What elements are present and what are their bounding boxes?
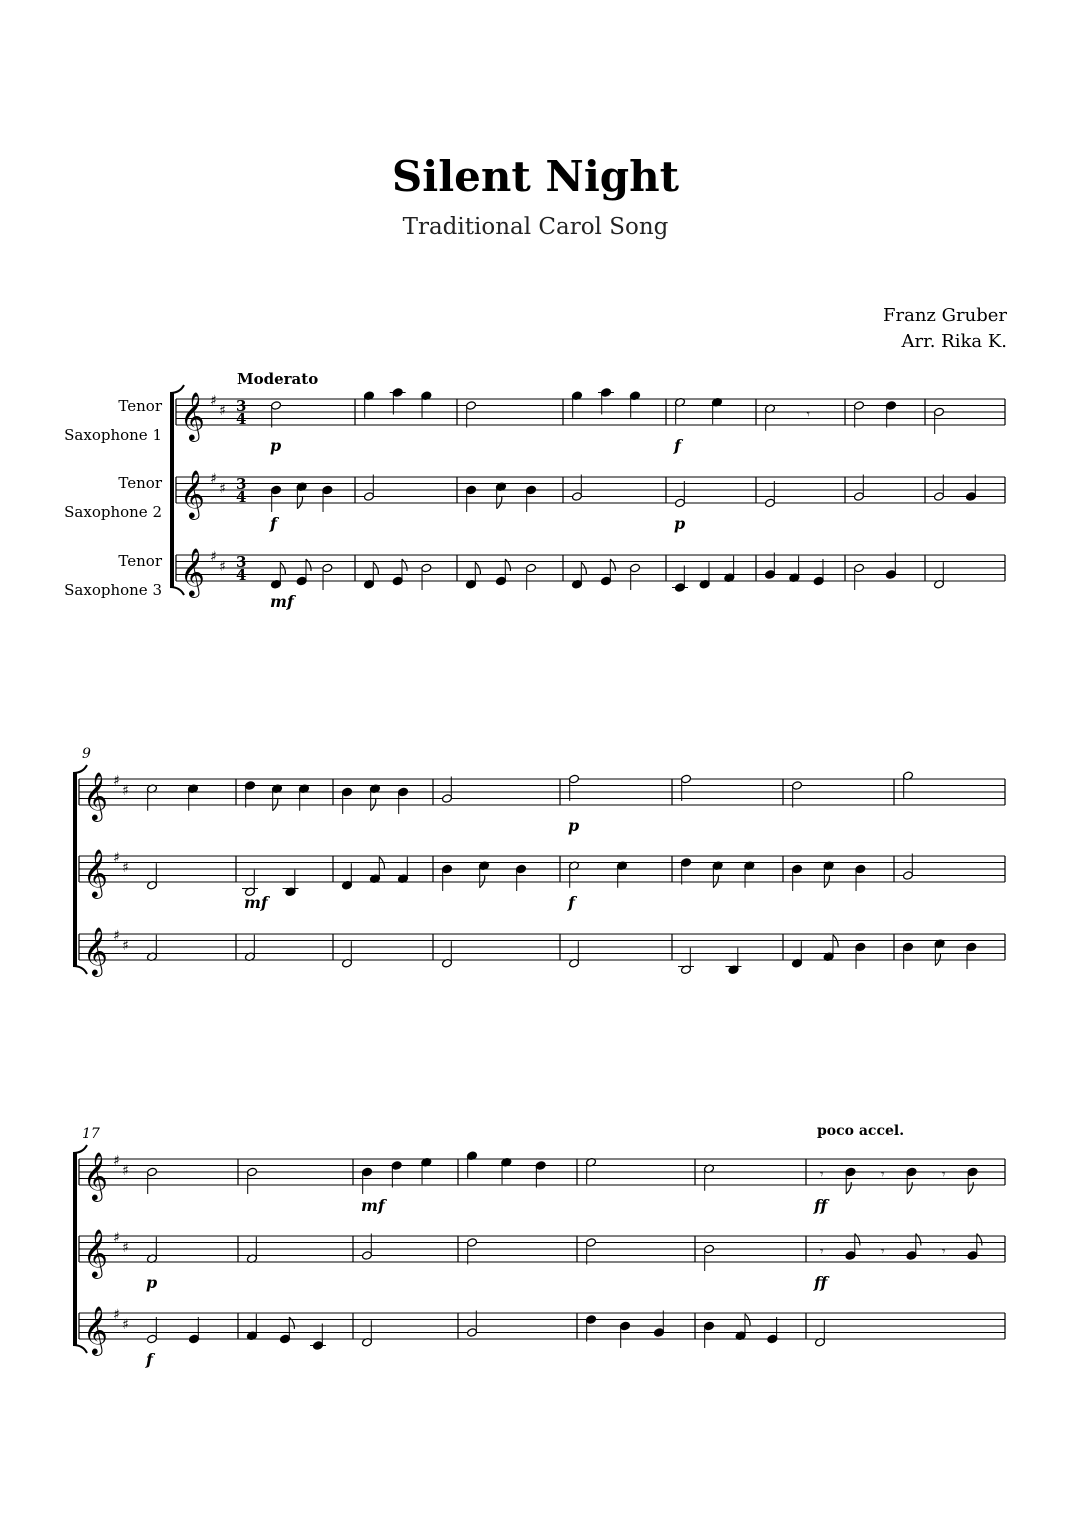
note-flag — [907, 1182, 912, 1194]
dynamic-marking: f — [270, 514, 277, 533]
sharp-icon: ♯ — [122, 1317, 129, 1333]
sharp-icon: ♯ — [219, 403, 226, 419]
instrument-label-sax-2: Tenor Saxophone 2 — [64, 474, 162, 521]
sharp-icon: ♯ — [210, 549, 217, 565]
staff-1 — [176, 388, 1005, 442]
measure-number-9: 9 — [82, 746, 91, 762]
treble-clef-icon: 𝄞 — [83, 1151, 108, 1200]
rest-icon: 𝄾 — [881, 1167, 885, 1183]
treble-clef-icon: 𝄞 — [83, 926, 108, 975]
sharp-icon: ♯ — [122, 1240, 129, 1256]
staff-2 — [79, 848, 1005, 899]
time-signature-top: 3 — [236, 397, 247, 415]
note-flag — [610, 559, 615, 571]
dynamic-marking: f — [674, 436, 681, 455]
dynamic-marking: mf — [244, 893, 268, 912]
note-flag — [846, 1182, 851, 1194]
time-signature-bottom: 4 — [236, 410, 247, 428]
note-flag — [505, 559, 510, 571]
tempo-marking: Moderato — [237, 370, 319, 388]
rest-icon: 𝄾 — [820, 1167, 824, 1183]
treble-clef-icon: 𝄞 — [180, 469, 205, 518]
sharp-icon: ♯ — [113, 1153, 120, 1169]
staff-3 — [79, 926, 1005, 977]
score-title: Silent Night — [391, 152, 680, 201]
system-3 — [73, 1145, 1005, 1369]
treble-clef-icon: 𝄞 — [180, 391, 205, 440]
treble-clef-icon: 𝄞 — [83, 1228, 108, 1277]
sharp-icon: ♯ — [122, 783, 129, 799]
dynamic-marking: ff — [814, 1273, 828, 1292]
dynamic-marking: ff — [814, 1196, 828, 1215]
dynamic-marking: mf — [361, 1196, 385, 1215]
system-1 — [170, 385, 1005, 611]
score-subtitle: Traditional Carol Song — [402, 214, 669, 240]
time-signature-top: 3 — [236, 553, 247, 571]
system-2 — [73, 765, 1005, 977]
dynamic-marking: mf — [270, 592, 294, 611]
rest-icon: 𝄾 — [942, 1167, 946, 1183]
staff-2 — [176, 469, 1005, 520]
dynamic-marking: f — [146, 1350, 153, 1369]
note-flag — [855, 1234, 860, 1246]
arranger-name: Arr. Rika K. — [901, 331, 1007, 352]
instrument-label-sax-3: Tenor Saxophone 3 — [64, 552, 162, 599]
sharp-icon: ♯ — [122, 860, 129, 876]
staff-1 — [79, 1151, 1005, 1202]
sharp-icon: ♯ — [113, 850, 120, 866]
note-flag — [968, 1182, 973, 1194]
treble-clef-icon: 𝄞 — [83, 848, 108, 897]
dynamic-marking: f — [568, 893, 575, 912]
composer-name: Franz Gruber — [883, 305, 1007, 326]
dynamic-marking: p — [270, 436, 282, 455]
time-signature-bottom: 4 — [236, 566, 247, 584]
note-flag — [916, 1234, 921, 1246]
sharp-icon: ♯ — [219, 559, 226, 575]
rest-icon: 𝄾 — [820, 1244, 824, 1260]
staff-1 — [79, 771, 1005, 822]
sharp-icon: ♯ — [219, 481, 226, 497]
rest-icon: 𝄾 — [942, 1244, 946, 1260]
rest-icon: 𝄾 — [881, 1244, 885, 1260]
rest-icon: 𝄾 — [806, 407, 810, 423]
sharp-icon: ♯ — [113, 1307, 120, 1323]
sharp-icon: ♯ — [210, 393, 217, 409]
dynamic-marking: p — [568, 816, 580, 835]
staff-2 — [79, 1228, 1005, 1279]
sharp-icon: ♯ — [122, 938, 129, 954]
note-flag — [306, 559, 311, 571]
staff-3 — [176, 547, 1005, 598]
note-flag — [402, 559, 407, 571]
sharp-icon: ♯ — [122, 1163, 129, 1179]
measure-number-17: 17 — [82, 1126, 100, 1142]
staff-3 — [79, 1305, 1005, 1356]
sharp-icon: ♯ — [210, 471, 217, 487]
treble-clef-icon: 𝄞 — [83, 1305, 108, 1354]
sharp-icon: ♯ — [113, 773, 120, 789]
dynamic-marking: p — [146, 1273, 158, 1292]
note-flag — [977, 1234, 982, 1246]
treble-clef-icon: 𝄞 — [83, 771, 108, 820]
sharp-icon: ♯ — [113, 928, 120, 944]
time-signature-top: 3 — [236, 475, 247, 493]
instrument-label-sax-1: Tenor Saxophone 1 — [64, 397, 162, 444]
sharp-icon: ♯ — [113, 1230, 120, 1246]
dynamic-marking: p — [674, 514, 686, 533]
tempo-change: poco accel. — [817, 1123, 905, 1139]
treble-clef-icon: 𝄞 — [180, 547, 205, 596]
time-signature-bottom: 4 — [236, 488, 247, 506]
note-flag — [289, 1317, 294, 1329]
